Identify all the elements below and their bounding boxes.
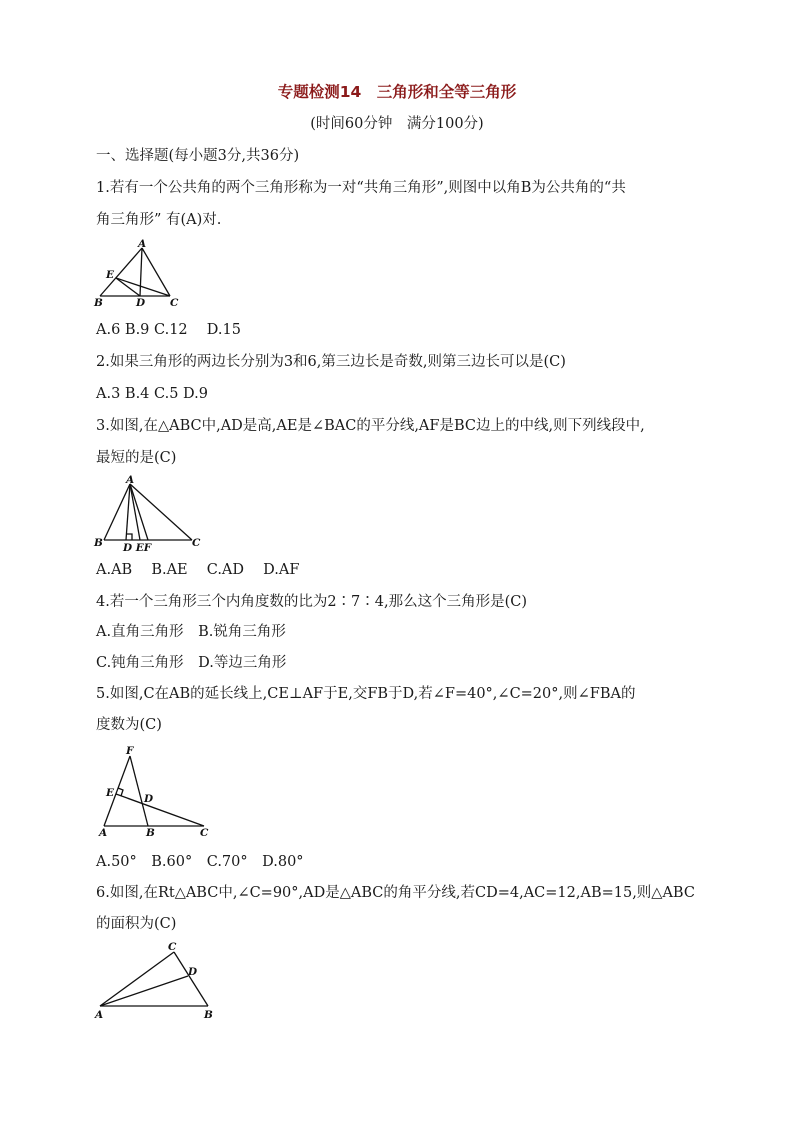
q6-label-c: C bbox=[168, 941, 177, 953]
q3-label-def: D EF bbox=[123, 542, 152, 554]
question-3-stem-line1: 3.如图,在△ABC中,AD是高,AE是∠BAC的平分线,AF是BC边上的中线,则下列线段中, bbox=[96, 418, 645, 434]
question-3-stem-line2: 最短的是(C) bbox=[96, 450, 177, 466]
question-2-options: A.3 B.4 C.5 D.9 bbox=[96, 386, 208, 402]
q5-label-e: E bbox=[106, 787, 115, 799]
q3-label-a: A bbox=[126, 474, 135, 486]
q5-label-c: C bbox=[200, 827, 209, 839]
question-3-figure bbox=[90, 472, 210, 552]
q1-segment-ec bbox=[116, 278, 170, 296]
question-1-stem-line2: 角三角形” 有(A)对. bbox=[96, 212, 222, 228]
q3-label-b: B bbox=[94, 537, 103, 549]
q1-label-d: D bbox=[136, 297, 146, 309]
question-4-stem: 4.若一个三角形三个内角度数的比为2∶7∶4,那么这个三角形是(C) bbox=[96, 594, 528, 610]
question-2-stem: 2.如果三角形的两边长分别为3和6,第三边长是奇数,则第三边长可以是(C) bbox=[96, 354, 566, 370]
q1-label-a: A bbox=[138, 238, 147, 250]
q1-segment-ad bbox=[140, 248, 142, 296]
q5-label-a: A bbox=[99, 827, 108, 839]
question-3-options: A.AB B.AE C.AD D.AF bbox=[96, 562, 300, 578]
question-6-stem-line2: 的面积为(C) bbox=[96, 916, 177, 932]
question-5-options: A.50° B.60° C.70° D.80° bbox=[96, 854, 304, 870]
q6-label-a: A bbox=[95, 1009, 104, 1021]
section-heading: 一、选择题(每小题3分,共36分) bbox=[96, 148, 300, 164]
q1-label-b: B bbox=[94, 297, 103, 309]
q6-segment-ad bbox=[100, 976, 188, 1006]
question-6-figure bbox=[90, 938, 230, 1024]
question-1-options: A.6 B.9 C.12 D.15 bbox=[96, 322, 241, 338]
q3-label-c: C bbox=[192, 537, 201, 549]
q6-label-b: B bbox=[204, 1009, 213, 1021]
q1-segment-ac bbox=[142, 248, 170, 296]
question-1-stem-line1: 1.若有一个公共角的两个三角形称为一对“共角三角形”,则图中以角B为公共角的“共 bbox=[96, 180, 626, 196]
q5-segment-ec bbox=[116, 794, 204, 826]
question-4-options-2: C.钝角三角形 D.等边三角形 bbox=[96, 655, 287, 671]
question-5-stem-line1: 5.如图,C在AB的延长线上,CE⊥AF于E,交FB于D,若∠F=40°,∠C=20°,则∠FBA的 bbox=[96, 686, 636, 702]
q5-label-f: F bbox=[126, 745, 134, 757]
q5-label-b: B bbox=[146, 827, 155, 839]
q6-label-d: D bbox=[188, 966, 198, 978]
q1-segment-ed bbox=[116, 278, 140, 296]
question-5-stem-line2: 度数为(C) bbox=[96, 717, 162, 733]
q6-segment-ac bbox=[100, 952, 174, 1006]
page-title: 专题检测14 三角形和全等三角形 bbox=[277, 83, 517, 101]
question-6-stem-line1: 6.如图,在Rt△ABC中,∠C=90°,AD是△ABC的角平分线,若CD=4,AC=12,AB=15,则△ABC bbox=[96, 885, 695, 901]
question-5-figure bbox=[90, 742, 220, 838]
question-4-options-1: A.直角三角形 B.锐角三角形 bbox=[96, 624, 286, 640]
q5-label-d: D bbox=[144, 793, 154, 805]
page-subtitle: (时间60分钟 满分100分) bbox=[310, 116, 484, 132]
question-1-figure bbox=[90, 236, 200, 316]
q1-label-c: C bbox=[170, 297, 179, 309]
q1-label-e: E bbox=[106, 269, 115, 281]
q5-segment-fb bbox=[130, 756, 148, 826]
